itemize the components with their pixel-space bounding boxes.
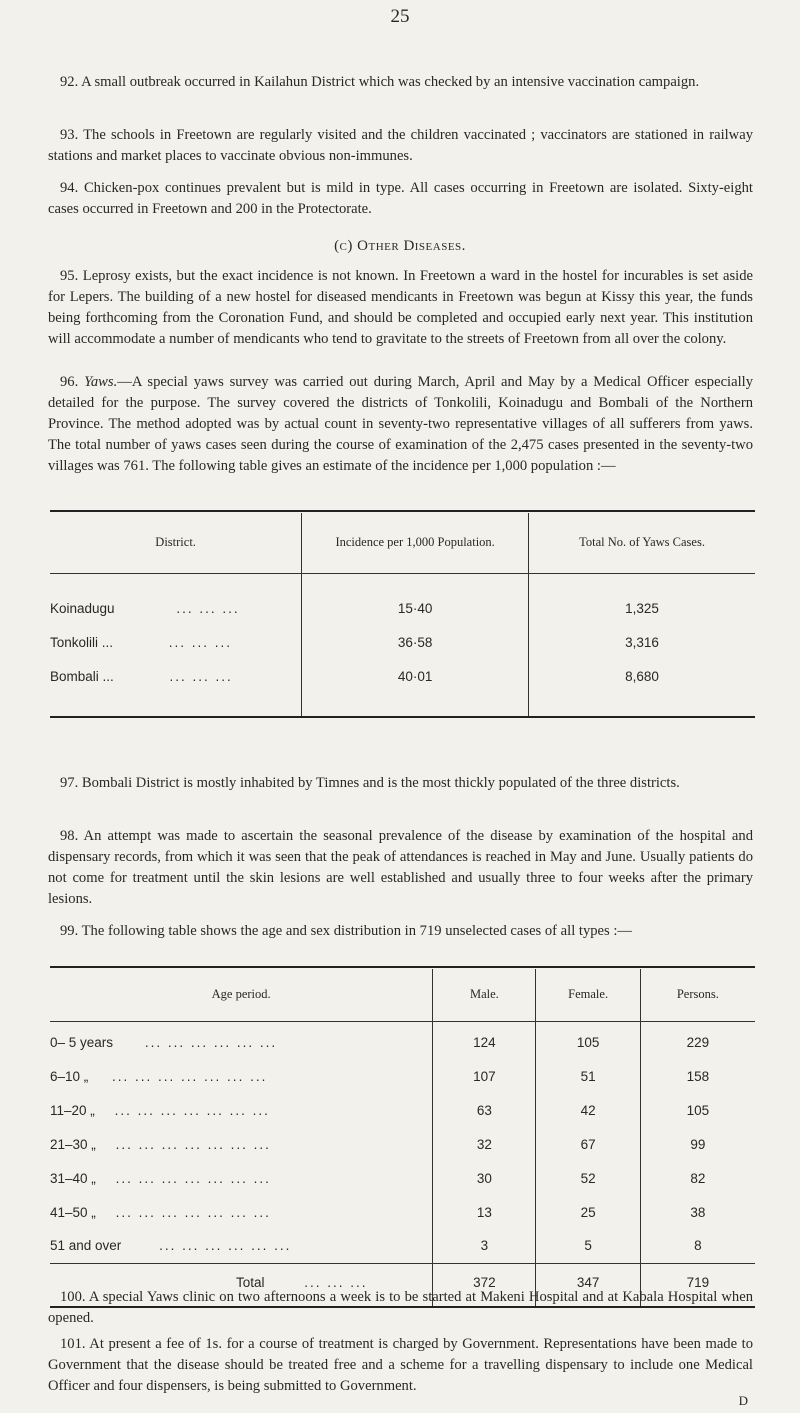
persons-value: 38 [640, 1195, 755, 1229]
persons-value: 99 [640, 1127, 755, 1161]
paragraph-101 [48, 1334, 753, 1397]
table-row [50, 625, 755, 659]
leader-dots: ... ... ... ... ... ... [144, 1034, 278, 1050]
paragraph-95 [48, 266, 753, 350]
incidence-value: 15·40 [302, 591, 529, 625]
persons-value: 158 [640, 1059, 755, 1093]
header-persons: Persons. [640, 969, 755, 1021]
table-row [50, 1161, 755, 1195]
age-sex-table [50, 966, 755, 1308]
yaws-incidence-table [50, 510, 755, 718]
paragraph-94-text: 94. Chicken-pox continues prevalent but is mild in type. All cases occurring in Freetown are isolated. Sixty-eight cases occurred in Freetown and 200 in the Protectorate. [48, 180, 753, 217]
leader-dots: ... ... ... ... ... ... ... [115, 1170, 271, 1186]
male-value: 3 [433, 1229, 536, 1263]
male-value: 63 [433, 1093, 536, 1127]
female-value: 5 [536, 1229, 640, 1263]
incidence-value: 36·58 [302, 625, 529, 659]
table-row [50, 1093, 755, 1127]
male-value: 30 [433, 1161, 536, 1195]
age-period: 11–20 „ [50, 1102, 95, 1118]
paragraph-100-text: 100. A special Yaws clinic on two afternoons a week is to be started at Makeni Hospital and at Kabala Hospital when opened. [48, 1289, 753, 1326]
paragraph-101-text: 101. At present a fee of 1s. for a course of treatment is charged by Government. Representations have been made to Government that the disease should be treated free and a scheme for a travelling dispensary to include one Medical Officer and four dispensers, is being submitted to Government. [48, 1336, 753, 1394]
female-value: 25 [536, 1195, 640, 1229]
persons-value: 8 [640, 1229, 755, 1263]
female-value: 52 [536, 1161, 640, 1195]
table-row [50, 1025, 755, 1059]
paragraph-96-text: —A special yaws survey was carried out during March, April and May by a Medical Officer especially detailed for the purpose. The survey covered the districts of Tonkolili, Koinadugu and Bombali of the Northern Province. The method adopted was by actual count in seventy-two representative villages of all sufferers from yaws. The total number of yaws cases seen during the course of examination of the 2,475 cases presented in the seventy-two villages was 761. The following table gives an estimate of the incidence per 1,000 population :— [48, 374, 753, 474]
district-name: Koinadugu [50, 600, 115, 616]
table-row [50, 1229, 755, 1263]
paragraph-92 [48, 72, 753, 93]
table-row [50, 1127, 755, 1161]
header-district: District. [155, 535, 196, 550]
female-value: 67 [536, 1127, 640, 1161]
table-row [50, 1195, 755, 1229]
page-number: 25 [390, 6, 410, 27]
leader-dots: ... ... ... ... ... ... ... [115, 1204, 271, 1220]
age-period: 31–40 „ [50, 1170, 96, 1186]
leader-dots: ... ... ... ... ... ... ... [115, 1136, 271, 1152]
total-cases-value: 3,316 [529, 625, 755, 659]
header-male: Male. [433, 969, 536, 1021]
signature-mark: D [738, 1393, 748, 1408]
male-value: 32 [433, 1127, 536, 1161]
female-value: 105 [536, 1025, 640, 1059]
paragraph-99-text: 99. The following table shows the age and sex distribution in 719 unselected cases of all types :— [60, 923, 633, 939]
leader-dots: ... ... ... [169, 668, 233, 684]
district-name: Bombali ... [50, 668, 114, 684]
paragraph-95-text: 95. Leprosy exists, but the exact incidence is not known. In Freetown a ward in the hostel for incurables is set aside for Lepers. The building of a new hostel for diseased mendicants in Freetown was begun at Kissy this year, the funds being forthcoming from the Coronation Fund, and should be completed and occupied early next year. This institution will accommodate a number of mendicants who tend to gravitate to the streets of Freetown from all over the colony. [48, 268, 753, 347]
leader-dots: ... ... ... [176, 600, 240, 616]
persons-value: 82 [640, 1161, 755, 1195]
table-row [50, 591, 755, 625]
leader-dots: ... ... ... ... ... ... ... [114, 1102, 270, 1118]
male-value: 124 [433, 1025, 536, 1059]
persons-total: 719 [640, 1263, 755, 1301]
leader-dots: ... ... ... ... ... ... ... [112, 1068, 268, 1084]
female-value: 42 [536, 1093, 640, 1127]
age-period: 21–30 „ [50, 1136, 96, 1152]
total-cases-value: 1,325 [529, 591, 755, 625]
age-period: 6–10 „ [50, 1068, 89, 1084]
male-total: 372 [433, 1263, 536, 1301]
leader-dots: ... ... ... [168, 634, 233, 650]
paragraph-98 [48, 826, 753, 910]
header-female: Female. [536, 969, 640, 1021]
paragraph-93 [48, 125, 753, 167]
paragraph-99 [48, 921, 753, 942]
female-total: 347 [536, 1263, 640, 1301]
male-value: 107 [433, 1059, 536, 1093]
paragraph-98-text: 98. An attempt was made to ascertain the seasonal prevalence of the disease by examination of the hospital and dispensary records, from which it was seen that the peak of attendances is reached in May and June. Usually patients do not come for treatment until the skin lesions are well established and usually three to four weeks after the primary lesions. [48, 828, 753, 907]
header-incidence: Incidence per 1,000 Population. [302, 513, 529, 573]
paragraph-93-text: 93. The schools in Freetown are regularly visited and the children vaccinated ; vaccinators are stationed in railway stations and market places to vaccinate obvious non-immunes. [48, 127, 753, 164]
leader-dots: ... ... ... [304, 1274, 368, 1290]
male-value: 13 [433, 1195, 536, 1229]
paragraph-96-number: 96. [60, 374, 79, 390]
table-row [50, 1059, 755, 1093]
paragraph-94 [48, 178, 753, 220]
total-label: Total [236, 1274, 265, 1290]
age-period: 51 and over [50, 1238, 122, 1254]
leader-dots: ... ... ... ... ... ... [159, 1238, 292, 1254]
district-name: Tonkolili ... [50, 634, 114, 650]
total-cases-value: 8,680 [529, 659, 755, 693]
paragraph-92-text: 92. A small outbreak occurred in Kailahun District which was checked by an intensive vaccination campaign. [60, 74, 700, 90]
incidence-value: 40·01 [302, 659, 529, 693]
paragraph-96-yaws-title: Yaws. [84, 374, 118, 390]
paragraph-100 [48, 1287, 753, 1329]
section-heading-other-diseases: (c) Other Diseases. [334, 238, 466, 254]
paragraph-97 [48, 773, 753, 794]
header-total-yaws: Total No. of Yaws Cases. [529, 513, 755, 573]
age-period: 0– 5 years [50, 1034, 114, 1050]
age-period: 41–50 „ [50, 1204, 96, 1220]
paragraph-96 [48, 372, 753, 477]
table-row [50, 659, 755, 693]
paragraph-97-text: 97. Bombali District is mostly inhabited by Timnes and is the most thickly populated of the three districts. [60, 775, 680, 791]
persons-value: 229 [640, 1025, 755, 1059]
female-value: 51 [536, 1059, 640, 1093]
persons-value: 105 [640, 1093, 755, 1127]
header-age-period: Age period. [211, 987, 271, 1002]
